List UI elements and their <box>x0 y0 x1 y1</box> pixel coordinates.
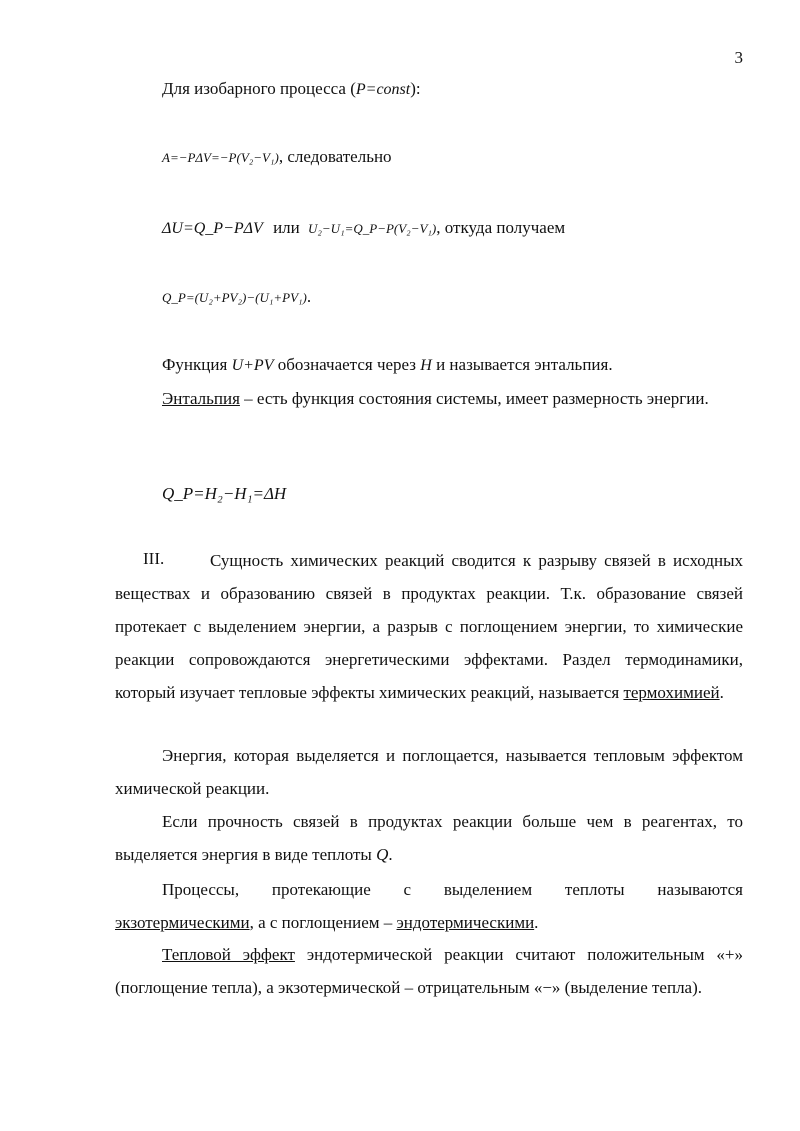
isobaric-line <box>162 78 421 101</box>
function-post: и называется энтальпия. <box>431 355 613 374</box>
section-numeral: III. <box>143 549 165 568</box>
function-line <box>162 354 613 377</box>
section3-paragraph5 <box>115 938 743 1004</box>
section3-p1-end: . <box>719 683 724 702</box>
isobaric-text: Для изобарного процесса ( <box>162 79 356 98</box>
work-tail: , следовательно <box>278 147 392 166</box>
term-enthalpy: Энтальпия <box>162 389 240 408</box>
formula-work: A=−PΔV=−P(V₂−V₁) <box>162 150 279 165</box>
energy-tail: , откуда получаем <box>436 218 566 237</box>
qp-line <box>162 286 311 309</box>
term-endothermic: эндотермическими <box>396 913 535 932</box>
page-number: 3 <box>734 48 743 67</box>
section3-p4-pre: Процессы, протекающие с выделением теплоты называются <box>162 880 743 899</box>
section3-p1-text: Сущность химических реакций сводится к разрыву связей в исходных веществах и образованию связей в продуктах реакции. Т.к. образование связей протекает с выделением энергии, а разрыв с поглощением энергии, то химические реакции сопровождаются энергетическими эффектами. Раздел термодинамики, который изучает тепловые эффекты химических реакций, называется <box>115 551 743 702</box>
formula-qp-h: Q_P=H₂−H₁=ΔH <box>162 484 287 503</box>
formula-u2-u1: U₂−U₁=Q_P−P(V₂−V₁) <box>308 221 437 236</box>
section3-p5-text: эндотермической реакции считают положительным «+» (поглощение тепла), а экзотермической – отрицательным «−» (выделение тепла). <box>115 945 744 997</box>
section3-p4-mid: , а с поглощением – <box>249 913 397 932</box>
section3-paragraph4 <box>115 873 743 939</box>
energy-line <box>162 217 565 240</box>
section3-p3-end: . <box>388 845 393 864</box>
section3-paragraph3 <box>115 805 743 871</box>
function-pre: Функция <box>162 355 232 374</box>
enthalpy-definition <box>115 382 743 415</box>
work-line <box>162 146 392 169</box>
enthalpy-definition-text: – есть функция состояния системы, имеет размерность энергии. <box>239 389 709 408</box>
function-mid: обозначается через <box>273 355 421 374</box>
or-word: или <box>273 218 300 237</box>
qp-h-line <box>162 483 286 505</box>
symbol-q: Q <box>376 845 389 864</box>
term-heat-effect: Тепловой эффект <box>162 945 295 964</box>
formula-qp: Q_P=(U₂+PV₂)−(U₁+PV₁) <box>162 290 307 305</box>
term-exothermic: экзотермическими <box>115 913 250 932</box>
section3-p3-text: Если прочность связей в продуктах реакции больше чем в реагентах, то выделяется энергия в виде теплоты <box>115 812 743 864</box>
section3-paragraph1 <box>115 544 743 709</box>
formula-p-const: P=const <box>355 81 411 98</box>
formula-u-plus-pv: U+PV <box>231 357 274 374</box>
isobaric-tail: ): <box>410 79 421 98</box>
qp-tail: . <box>306 287 312 306</box>
formula-delta-u: ΔU=Q_P−PΔV <box>162 220 263 237</box>
symbol-h: H <box>420 357 432 374</box>
section3-paragraph2: Энергия, которая выделяется и поглощается, называется тепловым эффектом химической реакции. <box>115 746 743 798</box>
term-thermochemistry: термохимией <box>623 683 720 702</box>
section3-p4-end: . <box>534 913 539 932</box>
